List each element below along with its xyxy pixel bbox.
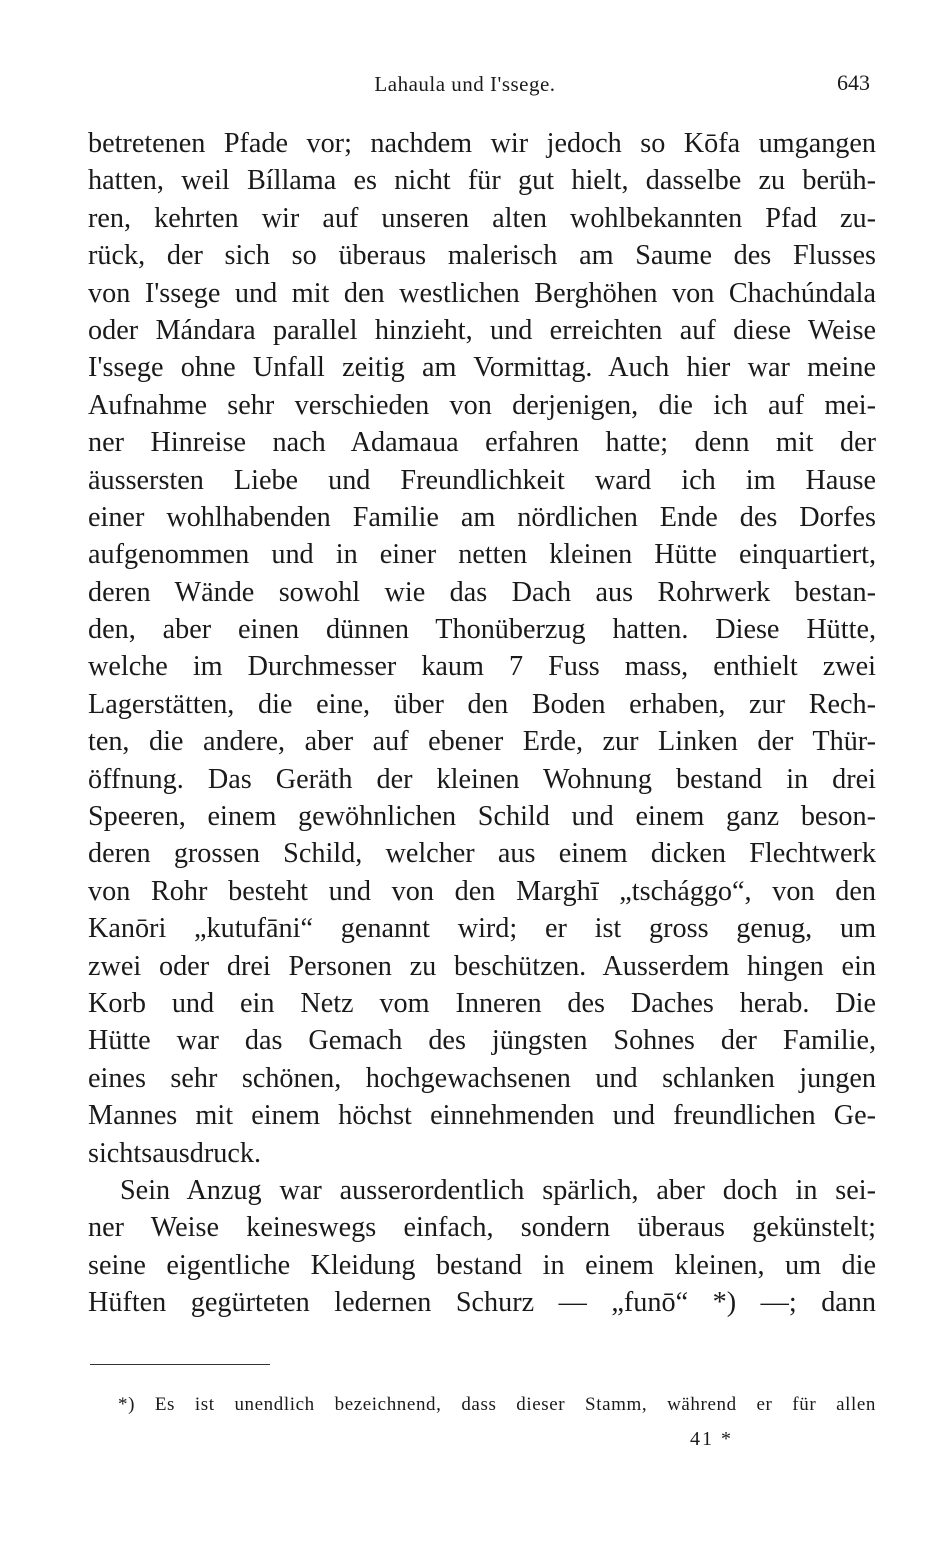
text-line: zwei oder drei Personen zu beschützen. Ausserdem hingen ein <box>88 950 876 982</box>
text-line: ten, die andere, aber auf ebener Erde, zur Linken der Thür- <box>88 726 876 758</box>
text-line: eines sehr schönen, hochgewachsenen und schlanken jungen <box>88 1062 876 1094</box>
text-line: Hütte war das Gemach des jüngsten Sohnes der Familie, <box>88 1025 876 1057</box>
text-line: ner Weise keineswegs einfach, sondern überaus gekünstelt; <box>88 1212 876 1244</box>
text-line: einer wohlhabenden Familie am nördlichen Ende des Dorfes <box>88 501 876 533</box>
text-line: ner Hinreise nach Adamaua erfahren hatte; denn mit der <box>88 427 876 459</box>
paragraph-1 <box>88 125 876 1172</box>
text-line: Sein Anzug war ausserordentlich spärlich, aber doch in sei- <box>120 1174 876 1206</box>
text-line: äussersten Liebe und Freundlichkeit ward ich im Hause <box>88 464 876 496</box>
text-line: oder Mándara parallel hinzieht, und erreichten auf diese Weise <box>88 314 876 346</box>
footnote-text: *) Es ist unendlich bezeichnend, dass dieser Stamm, während er für allen <box>118 1394 876 1415</box>
text-line: Lagerstätten, die eine, über den Boden erhaben, zur Rech- <box>88 688 876 720</box>
running-header-title: Lahaula und I'ssege. <box>374 72 556 96</box>
text-line: aufgenommen und in einer netten kleinen Hütte einquartiert, <box>88 539 876 571</box>
text-line: betretenen Pfade vor; nachdem wir jedoch so Kōfa umgangen <box>88 128 876 159</box>
text-line: sichtsausdruck. <box>88 1137 262 1169</box>
page-number: 643 <box>837 70 870 95</box>
text-line: seine eigentliche Kleidung bestand in einem kleinen, um die <box>88 1249 876 1281</box>
text-line: von Rohr besteht und von den Marghī „tschággo“, von den <box>88 875 876 907</box>
text-line: von I'ssege und mit den westlichen Berghöhen von Chachúndala <box>88 277 876 309</box>
text-line: hatten, weil Bíllama es nicht für gut hielt, dasselbe zu berüh- <box>88 165 876 197</box>
text-line: welche im Durchmesser kaum 7 Fuss mass, enthielt zwei <box>88 651 876 683</box>
body-text <box>88 125 876 1322</box>
text-line: öffnung. Das Geräth der kleinen Wohnung bestand in drei <box>88 763 876 795</box>
text-line: Aufnahme sehr verschieden von derjenigen, die ich auf mei- <box>88 389 876 421</box>
signature-mark: 41 * <box>690 1428 733 1450</box>
paragraph-2 <box>88 1172 876 1322</box>
text-line: Korb und ein Netz vom Inneren des Daches herab. Die <box>88 987 876 1019</box>
footnote-divider <box>90 1364 270 1365</box>
text-line: den, aber einen dünnen Thonüberzug hatten. Diese Hütte, <box>88 614 876 646</box>
text-line: rück, der sich so überaus malerisch am Saume des Flusses <box>88 240 876 272</box>
text-line: I'ssege ohne Unfall zeitig am Vormittag. Auch hier war meine <box>88 352 876 384</box>
text-line: ren, kehrten wir auf unseren alten wohlbekannten Pfad zu- <box>88 202 876 234</box>
text-line: Kanōri „kutufāni“ genannt wird; er ist gross genug, um <box>88 913 876 945</box>
text-line: deren grossen Schild, welcher aus einem dicken Flechtwerk <box>88 838 876 870</box>
text-line: Hüften gegürteten ledernen Schurz — „funō“ *) —; dann <box>88 1287 876 1319</box>
text-line: Mannes mit einem höchst einnehmenden und freundlichen Ge- <box>88 1100 876 1132</box>
text-line: Speeren, einem gewöhnlichen Schild und einem ganz beson- <box>88 801 876 833</box>
text-line: deren Wände sowohl wie das Dach aus Rohrwerk bestan- <box>88 576 876 608</box>
